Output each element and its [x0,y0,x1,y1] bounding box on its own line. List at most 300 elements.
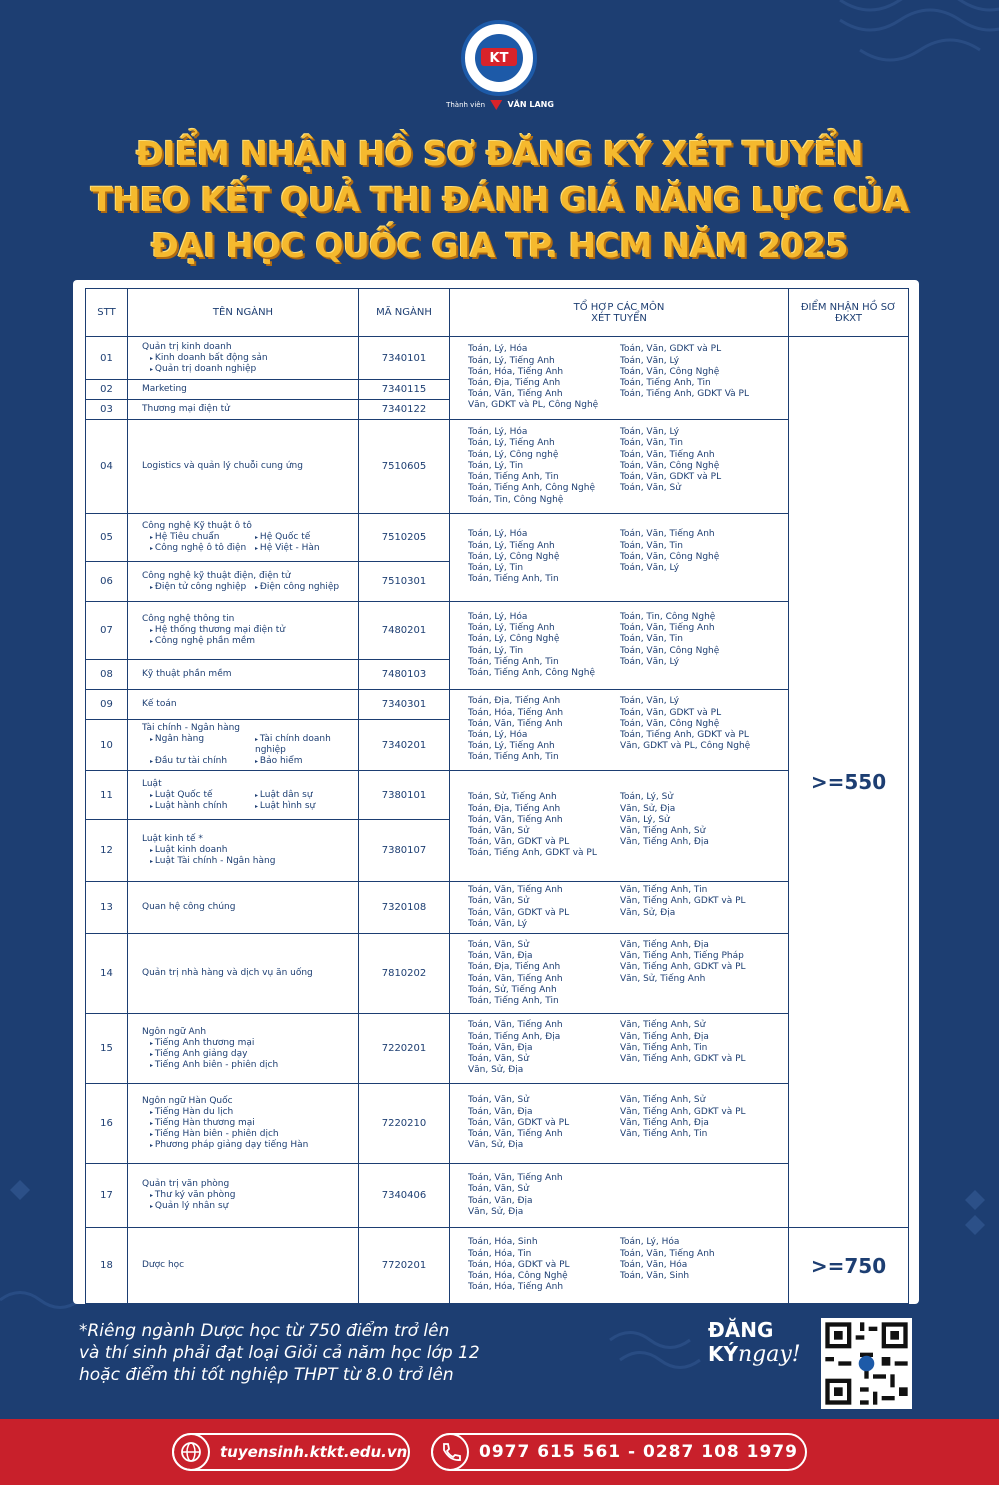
program-name [128,514,359,562]
program-code: 7480201 [359,602,450,660]
combination-item: Toán, Văn, Công Nghệ [620,460,720,471]
combination-item: Toán, Văn, Tiếng Anh [468,814,563,825]
combination-item: Toán, Tiếng Anh, Địa [468,1031,561,1042]
combination-grid [468,344,788,411]
combination-item: Toán, Văn, GDKT và PL [468,907,570,918]
combination-grid [468,696,788,763]
combination-item: Toán, Văn, Sử [620,483,681,494]
row-stt: 02 [86,380,128,400]
combination-grid [468,1173,788,1218]
combination-item: Toán, Lý, Tiếng Anh [468,438,555,449]
program-title: Logistics và quản lý chuỗi cung ứng [142,461,303,471]
combination-item: Văn, Tiếng Anh, Tin [620,1042,708,1053]
program-specialization: ▸ Công nghệ ô tô điện [142,543,247,554]
program-title: Luật [142,778,162,789]
subject-combinations [450,1014,789,1084]
program-code: 7340406 [359,1164,450,1228]
program-specialization: ▸ Tiếng Anh thương mại [142,1038,358,1049]
combination-item: Toán, Văn, Tin [620,438,683,449]
program-specialization-pair [142,543,358,554]
combination-item: Toán, Văn, GDKT và PL [620,472,722,483]
university-logo [451,16,547,112]
program-name [128,602,359,660]
member-line [400,100,600,110]
combination-item: Toán, Văn, Lý [620,355,680,366]
program-specialization-pair [142,790,358,801]
program-name [128,820,359,882]
combination-item: Toán, Văn, Lý [620,563,680,574]
combination-column [468,344,620,411]
group-name: VĂN LANG [507,100,554,109]
combination-column [620,1095,780,1151]
combination-item: Toán, Lý, Tin [468,563,524,574]
program-code: 7810202 [359,934,450,1014]
combination-item: Toán, Văn, Tiếng Anh [620,449,715,460]
combination-grid [468,1237,788,1293]
combination-item: Văn, Tiếng Anh, Tin [620,885,708,896]
combination-item: Toán, Văn, Lý [620,696,680,707]
combination-item: Văn, Sử, Địa [620,803,676,814]
program-specialization: ▸ Hệ Tiêu chuẩn [142,532,247,543]
combination-item: Toán, Hóa, Tiếng Anh [468,366,564,377]
row-stt: 12 [86,820,128,882]
combination-item: Toán, Địa, Tiếng Anh [468,962,561,973]
combination-item: Toán, Văn, Sinh [620,1271,690,1282]
program-title: Quan hệ công chúng [142,902,236,912]
combination-column [468,885,620,930]
van-lang-logo-icon [490,100,502,110]
program-specialization-pair [142,532,358,543]
combination-item: Toán, Địa, Tiếng Anh [468,696,561,707]
website-link[interactable]: tuyensinh.ktkt.edu.vn [172,1433,410,1471]
combination-grid [468,1095,788,1151]
program-name [128,380,359,400]
program-code: 7510301 [359,562,450,602]
combination-item: Toán, Văn, Hóa [620,1259,688,1270]
combination-grid [468,885,788,930]
program-specialization-pair [142,801,358,812]
row-stt: 11 [86,771,128,820]
program-code: 7340301 [359,690,450,720]
table-row [86,420,909,514]
combination-column [468,427,620,505]
table-row [86,1084,909,1164]
program-specialization: ▸ Luật hình sự [247,801,352,812]
program-specialization: ▸ Luật kinh doanh [142,845,358,856]
program-code: 7220210 [359,1084,450,1164]
combination-item: Toán, Văn, Công Nghệ [620,366,720,377]
combination-column [620,792,780,859]
combination-item: Văn, GDKT và PL, Công Nghệ [468,400,599,411]
subject-combinations [450,934,789,1014]
program-name [128,1228,359,1304]
program-specialization: ▸ Tiếng Anh giảng dạy [142,1049,358,1060]
header-combo: TỔ HỢP CÁC MÔN XÉT TUYỂN [450,289,789,337]
subject-combinations [450,420,789,514]
combination-item: Toán, Lý, Tiếng Anh [468,741,555,752]
combination-item: Toán, Tiếng Anh, Tin [468,656,559,667]
table-row [86,514,909,562]
table-header-row [86,289,909,337]
title-line-2: THEO KẾT QUẢ THI ĐÁNH GIÁ NĂNG LỰC CỦA [90,180,909,219]
combination-item: Văn, Tiếng Anh, Địa [620,1117,709,1128]
program-code: 7480103 [359,660,450,690]
svg-text:KT: KT [489,51,509,66]
row-stt: 04 [86,420,128,514]
program-title: Tài chính - Ngân hàng [142,723,241,733]
program-specialization: ▸ Kinh doanh bất động sản [142,353,358,364]
combination-item: Toán, Văn, Lý [468,918,528,929]
program-title: Ngôn ngữ Anh [142,1026,207,1037]
combination-item: Toán, Văn, Sử [468,1184,529,1195]
table-row [86,771,909,820]
program-title: Công nghệ thông tin [142,614,235,624]
subject-combinations [450,690,789,771]
combination-item: Toán, Tin, Công Nghệ [620,611,716,622]
header-code: MÃ NGÀNH [359,289,450,337]
program-name [128,690,359,720]
combination-item: Toán, Lý, Hóa [468,611,528,622]
program-specialization: ▸ Ngân hàng [142,734,247,756]
combination-column [468,1237,620,1293]
program-code: 7510205 [359,514,450,562]
program-specialization: ▸ Hệ thống thương mại điện tử [142,625,358,636]
program-name [128,720,359,771]
program-specialization: ▸ Phương pháp giảng dạy tiếng Hàn [142,1140,358,1151]
row-stt: 10 [86,720,128,771]
combination-column [620,612,780,679]
combination-item: Toán, Lý, Tin [468,645,524,656]
combination-column [468,1173,620,1218]
program-specialization: ▸ Công nghệ phần mềm [142,636,358,647]
program-title: Quản trị kinh doanh [142,341,232,352]
combination-item: Toán, Lý, Công nghệ [468,449,559,460]
combination-item: Toán, Lý, Tin [468,460,524,471]
register-now-label[interactable]: ĐĂNG KÝngay! [708,1318,801,1367]
program-specialization: ▸ Luật Quốc tế [142,790,247,801]
program-specialization: ▸ Bảo hiểm [247,756,352,767]
program-specialization-pair [142,756,358,767]
program-title: Luật kinh tế * [142,834,203,844]
combination-item: Văn, Tiếng Anh, GDKT và PL [620,1054,746,1065]
combination-column [620,1173,780,1218]
combination-grid [468,1020,788,1076]
program-name [128,771,359,820]
program-code: 7380101 [359,771,450,820]
table-row [86,1014,909,1084]
combination-column [620,427,780,505]
combination-item: Toán, Văn, Địa [468,1106,533,1117]
row-stt: 03 [86,400,128,420]
combination-column [468,940,620,1007]
combination-item: Văn, Tiếng Anh, Sử [620,1095,706,1106]
table-row [86,337,909,380]
combination-item: Toán, Văn, Sử [468,1054,529,1065]
combination-item: Toán, Tiếng Anh, Tin [468,752,559,763]
combination-item: Văn, Lý, Sử [620,814,670,825]
program-code: 7320108 [359,882,450,934]
combination-grid [468,612,788,679]
combination-item: Toán, Văn, Tiếng Anh [620,529,715,540]
program-specialization: ▸ Hệ Việt - Hàn [247,543,352,554]
admission-table [85,288,909,1304]
combination-item: Toán, Lý, Hóa [468,529,528,540]
program-specialization: ▸ Luật dân sự [247,790,352,801]
program-name [128,562,359,602]
score-threshold-general: >=550 [789,337,909,1228]
program-specialization: ▸ Hệ Quốc tế [247,532,352,543]
table-row [86,690,909,720]
combination-item: Toán, Lý, Công Nghệ [468,551,560,562]
combination-item: Văn, Sử, Địa [468,1065,524,1076]
combination-column [620,885,780,930]
row-stt: 06 [86,562,128,602]
combination-item: Văn, Tiếng Anh, Sử [620,826,706,836]
combination-item: Toán, Tiếng Anh, GDKT Và PL [620,389,749,400]
program-code: 7340101 [359,337,450,380]
combination-column [620,940,780,1007]
combination-item: Toán, Văn, GDKT và PL [620,707,722,718]
program-specialization: ▸ Tiếng Hàn thương mại [142,1118,358,1129]
program-code: 7380107 [359,820,450,882]
combination-column [468,792,620,859]
header-stt: STT [86,289,128,337]
combination-column [468,612,620,679]
subject-combinations [450,882,789,934]
program-specialization-pair [142,734,358,756]
combination-item: Toán, Văn, Lý [620,656,680,667]
note-line-2: và thí sinh phải đạt loại Giỏi cả năm học lớp 12 [79,1343,480,1363]
program-title: Công nghệ Kỹ thuật ô tô [142,521,252,531]
program-specialization: ▸ Tiếng Hàn du lịch [142,1107,358,1118]
combination-item: Văn, Tiếng Anh, GDKT và PL [620,962,746,973]
subject-combinations [450,1164,789,1228]
row-stt: 14 [86,934,128,1014]
combination-item: Văn, Tiếng Anh, Địa [620,1031,709,1042]
admission-table-card [73,280,919,1304]
note-line-1: *Riêng ngành Dược học từ 750 điểm trở lên [79,1321,450,1341]
combination-item: Toán, Tiếng Anh, Tin [468,995,559,1006]
program-code: 7340201 [359,720,450,771]
combination-item: Văn, Sử, Địa [620,907,676,918]
program-name [128,337,359,380]
combination-item: Văn, Tiếng Anh, Địa [620,939,709,950]
combination-item: Văn, Tiếng Anh, GDKT và PL [620,896,746,907]
combination-item: Toán, Văn, Tin [620,540,683,551]
program-title: Marketing [142,384,187,394]
combination-item: Toán, Lý, Công Nghệ [468,634,560,645]
program-name [128,934,359,1014]
member-label: Thành viên [446,101,486,109]
program-name [128,1084,359,1164]
combination-item: Toán, Văn, Tiếng Anh [468,1129,563,1140]
program-specialization: ▸ Luật Tài chính - Ngân hàng [142,856,358,867]
subject-combinations [450,1228,789,1304]
combination-item: Toán, Sử, Tiếng Anh [468,792,557,803]
combination-item: Toán, Hóa, Tin [468,1248,532,1259]
program-code: 7340122 [359,400,450,420]
combination-item: Toán, Văn, Tiếng Anh [620,1248,715,1259]
row-stt: 13 [86,882,128,934]
combination-item: Toán, Tiếng Anh, Công Nghệ [468,667,595,678]
subject-combinations [450,514,789,602]
combination-column [620,696,780,763]
program-specialization: ▸ Tiếng Hàn biên - phiên dịch [142,1129,358,1140]
combination-item: Toán, Văn, Địa [468,1042,533,1053]
combination-column [468,1095,620,1151]
combination-item: Toán, Lý, Tiếng Anh [468,540,555,551]
combination-item: Văn, Tiếng Anh, Tiếng Pháp [620,951,744,962]
combination-item: Toán, Tiếng Anh, GDKT và PL [468,848,597,859]
combination-item: Văn, Sử, Địa [468,1140,524,1151]
combination-item: Toán, Văn, GDKT và PL [468,1117,570,1128]
subject-combinations [450,337,789,420]
combination-item: Toán, Văn, GDKT và PL [620,344,722,355]
header-score: ĐIỂM NHẬN HỒ SƠ ĐKXT [789,289,909,337]
note-line-3: hoặc điểm thi tốt nghiệp THPT từ 8.0 trở lên [79,1365,454,1385]
combination-item: Toán, Tiếng Anh, Tin [620,378,711,388]
combination-column [620,529,780,585]
table-row [86,602,909,660]
combination-item: Toán, Tin, Công Nghệ [468,494,564,505]
combination-item: Văn, Tiếng Anh, Tin [620,1129,708,1140]
combination-item: Văn, Tiếng Anh, Địa [620,837,709,848]
combination-item: Toán, Văn, Công Nghệ [620,645,720,656]
combination-item: Toán, Văn, Sử [468,1095,529,1106]
combination-item: Toán, Lý, Tiếng Anh [468,355,555,366]
combination-item: Toán, Văn, Tiếng Anh [468,1020,563,1031]
globe-icon [172,1433,210,1471]
program-specialization: ▸ Thư ký văn phòng [142,1190,358,1201]
combination-item: Toán, Văn, GDKT và PL [468,837,570,848]
table-row [86,934,909,1014]
program-title: Kỹ thuật phần mềm [142,669,232,679]
qr-code[interactable] [821,1318,912,1409]
phone-icon [431,1433,469,1471]
combination-item: Toán, Văn, Địa [468,1195,533,1206]
combination-item: Văn, Tiếng Anh, Sử [620,1020,706,1031]
program-code: 7220201 [359,1014,450,1084]
combination-item: Văn, GDKT và PL, Công Nghệ [620,741,751,752]
combination-item: Toán, Địa, Tiếng Anh [468,803,561,814]
combination-grid [468,792,788,859]
combination-column [620,344,780,411]
program-title: Quản trị văn phòng [142,1179,230,1189]
combination-column [620,1237,780,1293]
pharmacy-note [79,1320,599,1386]
combination-item: Toán, Văn, Tiếng Anh [620,623,715,634]
program-specialization: ▸ Quản lý nhân sự [142,1201,358,1212]
combination-item: Toán, Tiếng Anh, Tin [468,472,559,483]
program-name [128,660,359,690]
row-stt: 16 [86,1084,128,1164]
title-line-3: ĐẠI HỌC QUỐC GIA TP. HCM NĂM 2025 [151,226,848,265]
combination-item: Toán, Văn, Lý [620,427,680,438]
table-row [86,1228,909,1304]
combination-item: Toán, Văn, Tiếng Anh [468,973,563,984]
combination-item: Toán, Văn, Tiếng Anh [468,1173,563,1184]
combination-item: Toán, Văn, Sử [468,939,529,950]
program-code: 7510605 [359,420,450,514]
combination-item: Toán, Lý, Hóa [468,427,528,438]
combination-item: Toán, Lý, Hóa [620,1237,680,1248]
combination-item: Toán, Hóa, GDKT và PL [468,1259,570,1270]
combination-item: Toán, Văn, Công Nghệ [620,551,720,562]
program-specialization: ▸ Luật hành chính [142,801,247,812]
combination-grid [468,529,788,585]
combination-item: Toán, Hóa, Sinh [468,1237,538,1248]
combination-item: Toán, Văn, Tin [620,634,683,645]
combination-item: Toán, Lý, Hóa [468,344,528,355]
program-title: Ngôn ngữ Hàn Quốc [142,1096,233,1106]
combination-item: Toán, Lý, Hóa [468,730,528,740]
program-name [128,400,359,420]
combination-item: Toán, Hóa, Tiếng Anh [468,707,564,718]
combination-column [468,529,620,585]
program-specialization: ▸ Tiếng Anh biên - phiên dịch [142,1060,358,1071]
combination-item: Toán, Lý, Sử [620,792,674,803]
combination-item: Toán, Sử, Tiếng Anh [468,984,557,995]
program-specialization: ▸ Đầu tư tài chính [142,756,247,767]
combination-item: Toán, Văn, Tiếng Anh [468,885,563,896]
title-line-1: ĐIỂM NHẬN HỒ SƠ ĐĂNG KÝ XÉT TUYỂN [135,134,864,173]
program-name [128,1014,359,1084]
program-title: Dược học [142,1260,185,1270]
program-name [128,1164,359,1228]
combination-item: Toán, Văn, Sử [468,826,529,836]
combination-item: Toán, Tiếng Anh, GDKT và PL [620,730,749,740]
combination-item: Toán, Văn, Địa [468,951,533,962]
subject-combinations [450,602,789,690]
table-row [86,1164,909,1228]
combination-column [620,1020,780,1076]
program-code: 7340115 [359,380,450,400]
program-title: Thương mại điện tử [142,404,230,414]
row-stt: 15 [86,1014,128,1084]
row-stt: 09 [86,690,128,720]
combination-item: Toán, Tiếng Anh, Công Nghệ [468,483,595,494]
program-specialization: ▸ Điện công nghiệp [247,582,352,593]
combination-item: Toán, Lý, Tiếng Anh [468,623,555,634]
program-specialization: ▸ Quản trị doanh nghiệp [142,364,358,375]
program-code: 7720201 [359,1228,450,1304]
program-title: Quản trị nhà hàng và dịch vụ ăn uống [142,968,313,978]
combination-item: Toán, Hóa, Công Nghệ [468,1271,568,1282]
combination-item: Văn, Tiếng Anh, GDKT và PL [620,1106,746,1117]
row-stt: 01 [86,337,128,380]
phone-contact[interactable]: 0977 615 561 - 0287 108 1979 [431,1433,807,1471]
combination-item: Toán, Hóa, Tiếng Anh [468,1282,564,1293]
score-threshold-pharmacy: >=750 [789,1228,909,1304]
combination-item: Toán, Văn, Công Nghệ [620,718,720,729]
row-stt: 05 [86,514,128,562]
program-title: Công nghệ kỹ thuật điện, điện tử [142,570,291,581]
program-name [128,420,359,514]
combination-item: Văn, Sử, Tiếng Anh [620,973,706,984]
table-row [86,882,909,934]
row-stt: 07 [86,602,128,660]
row-stt: 18 [86,1228,128,1304]
subject-combinations [450,771,789,882]
combination-column [468,696,620,763]
combination-item: Toán, Văn, Tiếng Anh [468,389,563,400]
program-specialization: ▸ Tài chính doanh nghiệp [247,734,352,756]
combination-grid [468,427,788,505]
combination-grid [468,940,788,1007]
header [0,0,999,280]
program-name [128,882,359,934]
combination-item: Toán, Tiếng Anh, Tin [468,574,559,585]
